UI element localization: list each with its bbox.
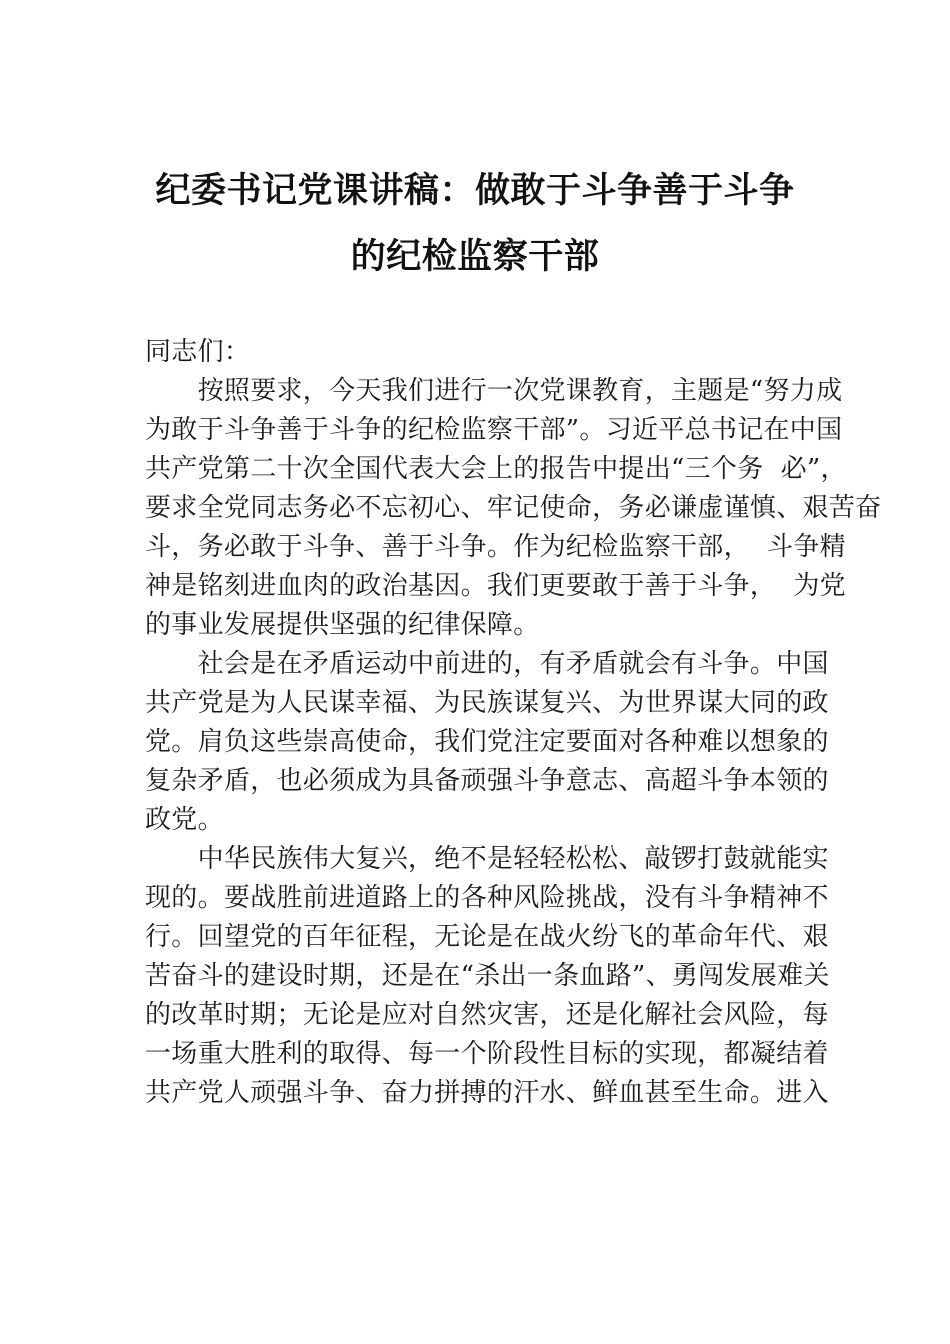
body-line: 神是铭刻进血肉的政治基因。我们更要敢于善于斗争， 为党	[145, 571, 846, 601]
body-line: 复杂矛盾，也必须成为具备顽强斗争意志、高超斗争本领的	[145, 766, 829, 796]
body-line: 按照要求，今天我们进行一次党课教育，主题是“努力成	[145, 376, 843, 406]
document-title	[120, 158, 830, 290]
body-line: 行。回望党的百年征程，无论是在战火纷飞的革命年代、艰	[145, 922, 829, 952]
document-body	[145, 333, 882, 1113]
body-line: 共产党人顽强斗争、奋力拼搏的汗水、鲜血甚至生命。进入	[145, 1078, 829, 1108]
body-line: 共产党第二十次全国代表大会上的报告中提出“三个务 必”，	[145, 454, 847, 484]
body-line: 共产党是为人民谋幸福、为民族谋复兴、为世界谋大同的政	[145, 688, 829, 718]
body-line: 的事业发展提供坚强的纪律保障。	[145, 610, 540, 640]
body-line: 党。肩负这些崇高使命，我们党注定要面对各种难以想象的	[145, 727, 829, 757]
body-line: 的改革时期；无论是应对自然灾害，还是化解社会风险，每	[145, 1000, 829, 1030]
body-line: 要求全党同志务必不忘初心、牢记使命，务必谦虚谨慎、艰苦奋	[145, 493, 882, 523]
body-line: 一场重大胜利的取得、每一个阶段性目标的实现，都凝结着	[145, 1039, 829, 1069]
body-line: 现的。要战胜前进道路上的各种风险挑战，没有斗争精神不	[145, 883, 829, 913]
body-line: 政党。	[145, 805, 224, 835]
title-line-2: 的纪检监察干部	[350, 237, 600, 277]
body-line: 苦奋斗的建设时期，还是在“杀出一条血路”、勇闯发展难关	[145, 961, 830, 991]
title-line-1: 纪委书记党课讲稿：做敢于斗争善于斗争	[155, 171, 795, 211]
body-line: 社会是在矛盾运动中前进的，有矛盾就会有斗争。中国	[145, 649, 829, 679]
body-line: 中华民族伟大复兴，绝不是轻轻松松、敲锣打鼓就能实	[145, 844, 829, 874]
body-line: 为敢于斗争善于斗争的纪检监察干部”。习近平总书记在中国	[145, 415, 843, 445]
body-line-salutation: 同志们：	[145, 337, 251, 367]
body-line: 斗，务必敢于斗争、善于斗争。作为纪检监察干部， 斗争精	[145, 532, 846, 562]
